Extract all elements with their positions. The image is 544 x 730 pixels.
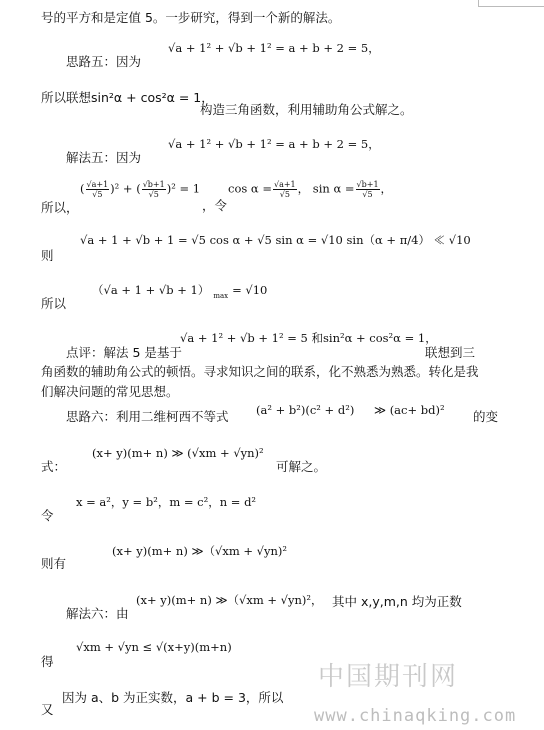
- math-expression: √a + 1² + √b + 1² = 5 和sin²α + cos²α = 1，: [180, 331, 437, 345]
- math-expression: √xm + √yn ≤ √(x+y)(m+n): [76, 640, 232, 654]
- text-label: 令: [41, 508, 54, 523]
- text-label: 解法六：由: [66, 606, 129, 621]
- math-expression: (x+ y)(m+ n) ≫（√xm + √yn)²: [112, 544, 288, 558]
- text-label: 则: [41, 248, 54, 263]
- math-expression: √a + 1² + √b + 1² = a + b + 2 = 5，: [168, 41, 380, 55]
- text-label: 思路六：利用二维柯西不等式: [66, 409, 229, 424]
- text-label: 思路五：因为: [66, 54, 142, 69]
- math-expression: （√a + 1 + √b + 1） $_{max}$ = √10: [92, 283, 268, 300]
- text-label: 其中 x,y,m,n 均为正数: [332, 594, 462, 609]
- math-expression: ≫ (ac+ bd)²: [374, 403, 445, 417]
- text-line: 因为 a、b 为正实数，a + b = 3，所以: [62, 690, 284, 705]
- text-label: 可解之。: [276, 459, 327, 474]
- text-line: 号的平方和是定值 5。一步研究，得到一个新的解法。: [41, 10, 341, 25]
- math-expression: √a + 1² + √b + 1² = a + b + 2 = 5，: [168, 137, 380, 151]
- watermark-url: www.chinaqking.com: [314, 706, 517, 726]
- math-expression: (a² + b²)(c² + d²): [256, 403, 355, 417]
- math-expression: √a + 1 + √b + 1 = √5 cos α + √5 sin α = √10 sin（α + π/4） ≪ √10: [80, 233, 471, 247]
- text-label: 又: [41, 702, 54, 717]
- math-expression: (x+ y)(m+ n) ≫ (√xm + √yn)²: [92, 446, 264, 460]
- text-line: 构造三角函数，利用辅助角公式解之。: [200, 102, 413, 117]
- text-label: 则有: [41, 556, 67, 571]
- math-expression: x = a²，y = b²，m = c²，n = d²: [76, 495, 257, 509]
- text-line: 角函数的辅助角公式的顿悟。寻求知识之间的联系，化不熟悉为熟悉。转化是我: [41, 364, 479, 379]
- text-label: 所以，: [41, 200, 79, 215]
- text-label: 式：: [41, 459, 67, 474]
- text-label: 所以: [41, 296, 67, 311]
- math-expression: cos α = $\frac{√a+1}{√5}$ ， sin α = $\frac{√b+1}{√5}$ ，: [228, 180, 393, 199]
- text-label: 解法五：因为: [66, 150, 142, 165]
- math-expression: ( $\frac{√a+1}{√5}$ )² + ( $\frac{√b+1}{√5}$ )² = 1: [80, 180, 201, 199]
- math-expression: (x+ y)(m+ n) ≫（√xm + √yn)²，: [136, 593, 323, 607]
- page-corner-mark: [478, 0, 544, 7]
- text-label: 的变: [473, 409, 499, 424]
- text-label: ，令: [202, 198, 228, 213]
- text-label: 联想到三: [425, 345, 476, 360]
- text-label: 点评：解法 5 是基于: [66, 345, 182, 360]
- text-line: 们解决问题的常见思想。: [41, 384, 179, 399]
- text-label: 得: [41, 654, 54, 669]
- watermark-logo-text: 中国期刊网: [318, 662, 459, 692]
- text-line: 所以联想sin²α + cos²α = 1，: [41, 90, 214, 105]
